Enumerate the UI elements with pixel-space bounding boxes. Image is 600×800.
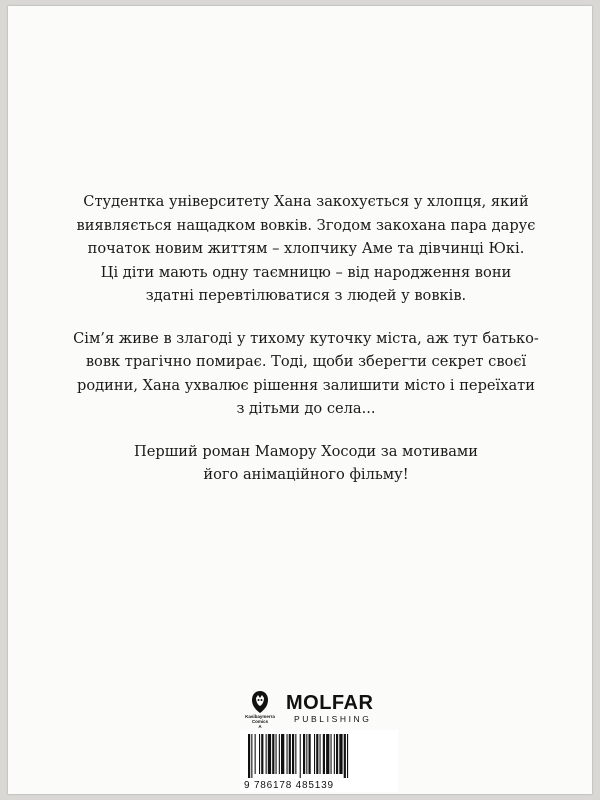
- blurb-paragraph-2: [72, 327, 540, 421]
- blurb-line: виявляється нащадком вовків. Згодом закохана пара дарує: [76, 216, 536, 234]
- barcode-bar: [248, 734, 250, 778]
- barcode-bar: [300, 734, 301, 778]
- publisher-logos: [244, 690, 394, 732]
- barcode-bar: [266, 734, 267, 774]
- publisher-subtitle: PUBLISHING: [294, 714, 372, 724]
- publisher-name: MOLFAR: [286, 692, 374, 714]
- barcode-bar: [336, 734, 338, 774]
- barcode-bar: [316, 734, 318, 774]
- barcode-bar: [259, 734, 260, 774]
- barcode-bar: [287, 734, 288, 774]
- blurb-paragraph-3: [72, 440, 540, 487]
- barcode-bar: [306, 734, 307, 774]
- barcode-bar: [281, 734, 284, 774]
- blurb-line: вовк трагічно помирає. Тоді, щоби зберегти секрет своєї: [85, 353, 527, 370]
- barcode-bar: [320, 734, 321, 774]
- blurb-line: з дітьми до села...: [236, 400, 376, 417]
- barcode-bar: [279, 734, 280, 774]
- blurb: [72, 190, 540, 506]
- fox-crest-icon: [249, 690, 271, 714]
- barcode-bar: [334, 734, 335, 774]
- barcode-bar: [289, 734, 291, 774]
- blurb-line: здатні перевтілюватися з людей у вовків.: [145, 287, 467, 304]
- imprint-label: Comics: [251, 719, 269, 724]
- barcode-bar: [261, 734, 263, 774]
- blurb-paragraph-1: [72, 190, 540, 308]
- barcode-bar: [292, 734, 294, 774]
- blurb-line: Ці діти мають одну таємницю – від народження вони: [100, 263, 512, 281]
- barcode-bar: [276, 734, 277, 774]
- barcode-bar: [309, 734, 311, 774]
- barcode-bar: [255, 734, 256, 774]
- blurb-line: Сім’я живе в злагоді у тихому куточку міста, аж тут батько-: [73, 329, 539, 347]
- barcode-bar: [314, 734, 315, 774]
- barcode-icon: [246, 734, 392, 778]
- barcode-bar: [347, 734, 348, 778]
- barcode-bar: [251, 734, 252, 778]
- barcode-bar: [331, 734, 332, 774]
- blurb-line: Студентка університету Хана закохується у хлопця, який: [83, 193, 529, 210]
- barcode-bar: [323, 734, 325, 774]
- barcode-bar: [268, 734, 271, 774]
- imprint-label: A: [258, 724, 262, 729]
- blurb-line: Перший роман Мамору Хосоди за мотивами: [134, 442, 478, 460]
- barcode-bar: [344, 734, 346, 778]
- imprint-logo: [244, 690, 276, 732]
- isbn-barcode: [240, 730, 398, 792]
- barcode-bar: [339, 734, 342, 774]
- molfar-logo: [286, 692, 396, 728]
- blurb-line: родини, Хана ухвалює рішення залишити місто і переїхати: [77, 376, 535, 394]
- barcode-bar: [326, 734, 329, 774]
- barcode-bar: [295, 734, 296, 774]
- barcode-bar: [303, 734, 305, 774]
- isbn-number: 9 786178 485139: [244, 780, 334, 791]
- blurb-line: початок новим життям – хлопчику Аме та дівчинці Юкі.: [87, 240, 525, 257]
- imprint-label: Kasibaymerra: [245, 714, 275, 719]
- back-cover: [8, 6, 592, 794]
- barcode-bar: [272, 734, 274, 774]
- blurb-line: його анімаційного фільму!: [203, 466, 409, 483]
